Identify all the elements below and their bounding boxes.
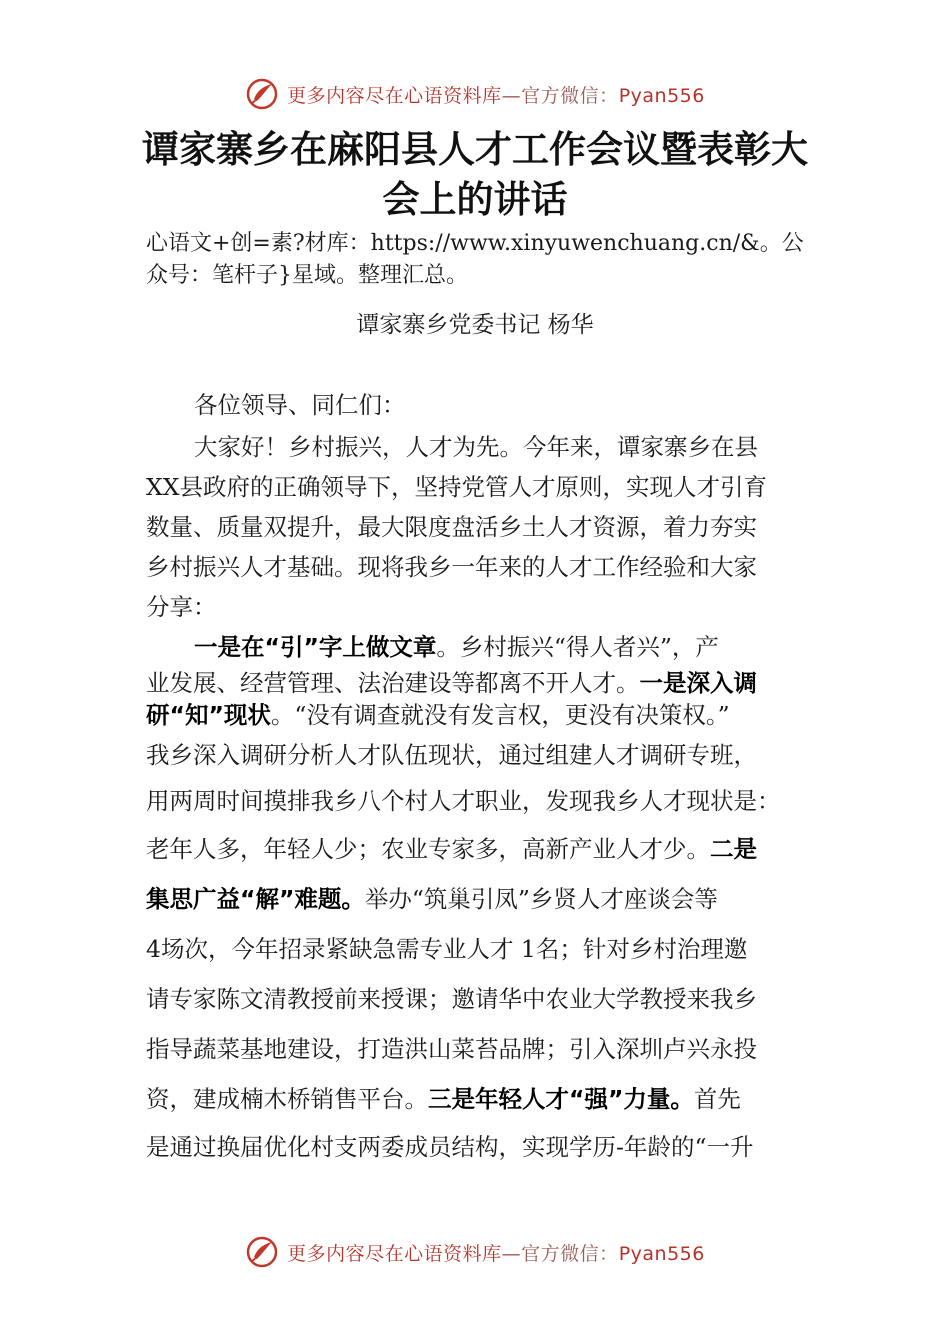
banner-brand: 更多内容尽在心语资料库	[287, 1242, 502, 1265]
p2-text-12: 首先	[693, 1085, 741, 1113]
banner-wechat-id: Pyan556	[618, 84, 705, 107]
intro-line-1: 大家好！乡村振兴，人才为先。今年来，谭家寨乡在县	[194, 433, 758, 461]
heading-jisi-b: 集思广益“解”难题。	[146, 885, 365, 913]
p2-line-6	[146, 830, 757, 864]
document-title	[80, 124, 870, 224]
p2-line-4: 我乡深入调研分析人才队伍现状，通过组建人才调研专班，	[146, 741, 757, 769]
source-line-1: 心语文+创=素?材库：https://www.xinyuwenchuang.cn/&。公	[146, 231, 804, 256]
p2-line-2	[146, 664, 757, 698]
intro-line-3: 数量、质量双提升，最大限度盘活乡土人才资源，着力夯实	[146, 513, 757, 541]
source-line-2: 众号：笔杆子}星域。整理汇总。	[146, 263, 468, 288]
p2-line-1	[194, 628, 719, 662]
banner-wechat-id: Pyan556	[618, 1242, 705, 1265]
banner-text	[287, 81, 705, 108]
p2-text-3: 。“没有调查就没有发言权，更没有决策权。”	[270, 701, 730, 729]
p2-line-7	[146, 880, 718, 914]
intro-line-4: 乡村振兴人才基础。现将我乡一年来的人才工作经验和大家	[146, 553, 757, 581]
p2-line-10: 指导蔬菜基地建设，打造洪山菜苔品牌；引入深圳卢兴永投	[146, 1035, 757, 1063]
heading-research-a: 一是深入调	[639, 669, 757, 697]
p2-line-9: 请专家陈文清教授前来授课；邀请华中农业大学教授来我乡	[146, 985, 757, 1013]
heading-young-talent: 三是年轻人才“强”力量。	[428, 1085, 694, 1113]
p2-line-3	[146, 696, 730, 730]
banner-separator: —官方微信：	[501, 84, 619, 107]
p2-line-13: 是通过换届优化村支两委成员结构，实现学历-年龄的“一升	[146, 1133, 754, 1161]
p2-text-11: 资，建成楠木桥销售平台。	[146, 1085, 428, 1113]
brand-logo-icon	[245, 77, 279, 111]
heading-yin: 一是在“引”字上做文章	[194, 633, 437, 661]
author-line: 谭家寨乡党委书记 杨华	[356, 312, 594, 338]
p2-text-6: 老年人多，年轻人少；农业专家多，高新产业人才少。	[146, 835, 710, 863]
banner-separator: —官方微信：	[501, 1242, 619, 1265]
p2-text-7: 举办“筑巢引凤”乡贤人才座谈会等	[364, 885, 718, 913]
heading-research-b: 研“知”现状	[146, 701, 271, 729]
banner-brand: 更多内容尽在心语资料库	[287, 84, 502, 107]
top-watermark-banner	[0, 72, 950, 116]
title-line-1: 谭家寨乡在麻阳县人才工作会议暨表彰大	[142, 127, 808, 171]
greeting: 各位领导、同仁们：	[194, 391, 406, 419]
p2-line-8: 4场次，今年招录紧缺急需专业人才 1名；针对乡村治理邀	[146, 935, 748, 963]
p2-text-2: 业发展、经营管理、法治建设等都离不开人才。	[146, 669, 640, 697]
intro-line-2: XX县政府的正确领导下，坚持党管人才原则，实现人才引育	[146, 473, 767, 501]
intro-line-5: 分享：	[146, 593, 217, 621]
p2-line-11	[146, 1080, 741, 1114]
p2-text-1: 。乡村振兴“得人者兴”，产	[436, 633, 719, 661]
heading-jisi-a: 二是	[710, 835, 757, 863]
brand-logo-icon	[245, 1235, 279, 1269]
banner-text	[287, 1239, 705, 1266]
source-note	[146, 228, 826, 292]
bottom-watermark-banner	[0, 1230, 950, 1274]
title-line-2: 会上的讲话	[382, 177, 568, 221]
p2-line-5: 用两周时间摸排我乡八个村人才职业，发现我乡人才现状是：	[146, 787, 781, 815]
